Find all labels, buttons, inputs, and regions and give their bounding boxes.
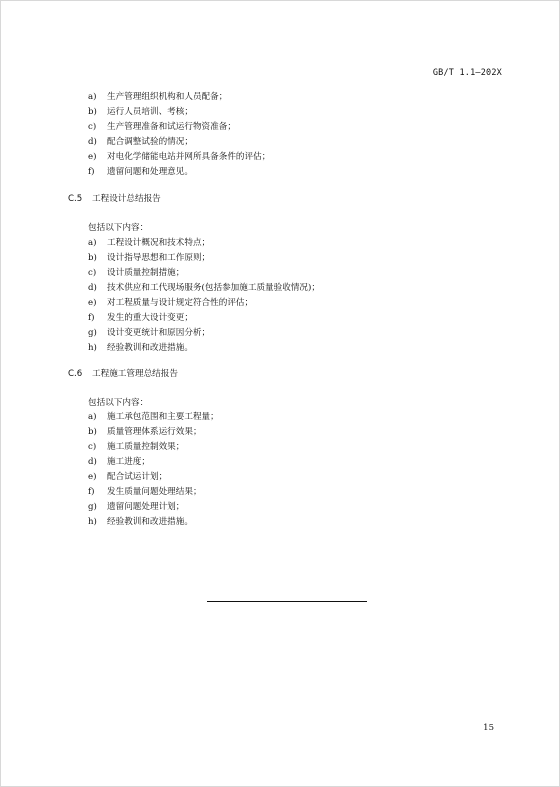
item-mark: e): [88, 298, 97, 308]
list-item: [88, 150, 270, 165]
section-title: 工程施工管理总结报告: [92, 369, 178, 379]
item-text: 设计指导思想和工作原则；: [107, 253, 211, 263]
item-text: 发生质量问题处理结果；: [107, 487, 202, 497]
item-mark: c): [88, 122, 97, 132]
list-item: [88, 311, 320, 326]
list-c6: [88, 410, 219, 530]
item-mark: f): [88, 167, 95, 177]
list-item: [88, 251, 320, 266]
list-item: [88, 500, 219, 515]
section-title: 工程设计总结报告: [92, 194, 161, 204]
item-mark: d): [88, 137, 97, 147]
item-text: 设计变更统计和原因分析；: [107, 328, 211, 338]
list-item: [88, 90, 270, 105]
list-item: [88, 135, 270, 150]
list-item: [88, 470, 219, 485]
list-item: [88, 105, 270, 120]
item-mark: e): [88, 472, 97, 482]
list-item: [88, 410, 219, 425]
item-text: 经验教训和改进措施。: [107, 343, 193, 353]
item-mark: h): [88, 343, 97, 353]
item-text: 工程设计概况和技术特点；: [107, 238, 211, 248]
item-text: 对工程质量与设计规定符合性的评估；: [107, 298, 254, 308]
item-mark: f): [88, 487, 95, 497]
item-text: 施工质量控制效果；: [107, 442, 185, 452]
item-mark: g): [88, 502, 97, 512]
list-item: [88, 266, 320, 281]
item-mark: f): [88, 313, 95, 323]
list-c5: [88, 236, 320, 356]
list-item: [88, 485, 219, 500]
item-mark: b): [88, 253, 97, 263]
item-text: 生产管理组织机构和人员配备；: [107, 92, 228, 102]
list-item: [88, 341, 320, 356]
list-top: [88, 90, 270, 180]
list-item: [88, 440, 219, 455]
end-of-document-rule: [207, 601, 367, 602]
page-number: 15: [483, 723, 494, 733]
item-text: 施工承包范围和主要工程量；: [107, 412, 219, 422]
item-text: 经验教训和改进措施。: [107, 517, 193, 527]
list-item: [88, 515, 219, 530]
item-mark: e): [88, 152, 97, 162]
list-item: [88, 425, 219, 440]
list-item: [88, 236, 320, 251]
item-text: 质量管理体系运行效果；: [107, 427, 202, 437]
section-intro: 包括以下内容：: [88, 398, 149, 408]
item-mark: g): [88, 328, 97, 338]
item-mark: h): [88, 517, 97, 527]
item-mark: c): [88, 268, 97, 278]
document-code: GB/T 1.1—202X: [432, 68, 502, 78]
list-item: [88, 120, 270, 135]
item-text: 遗留问题和处理意见。: [107, 167, 193, 177]
item-text: 技术供应和工代现场服务(包括参加施工质量验收情况)；: [107, 283, 320, 293]
item-mark: d): [88, 283, 97, 293]
list-item: [88, 455, 219, 470]
item-text: 施工进度；: [107, 457, 150, 467]
item-mark: b): [88, 107, 97, 117]
item-text: 发生的重大设计变更；: [107, 313, 193, 323]
item-text: 配合试运计划；: [107, 472, 168, 482]
list-item: [88, 326, 320, 341]
item-mark: a): [88, 92, 97, 102]
list-item: [88, 165, 270, 180]
item-mark: b): [88, 427, 97, 437]
item-mark: c): [88, 442, 97, 452]
item-text: 遗留问题处理计划；: [107, 502, 185, 512]
item-mark: d): [88, 457, 97, 467]
section-heading-c6: [68, 367, 178, 382]
section-number: C.6: [68, 369, 83, 379]
item-text: 配合调整试验的情况；: [107, 137, 193, 147]
section-heading-c5: [68, 192, 161, 207]
list-item: [88, 296, 320, 311]
section-number: C.5: [68, 194, 83, 204]
item-text: 运行人员培训、考核；: [107, 107, 193, 117]
item-text: 生产管理准备和试运行物资准备；: [107, 122, 236, 132]
item-mark: a): [88, 412, 97, 422]
list-item: [88, 281, 320, 296]
item-text: 设计质量控制措施；: [107, 268, 185, 278]
item-text: 对电化学储能电站并网所具备条件的评估；: [107, 152, 271, 162]
item-mark: a): [88, 238, 97, 248]
section-intro: 包括以下内容：: [88, 223, 149, 233]
